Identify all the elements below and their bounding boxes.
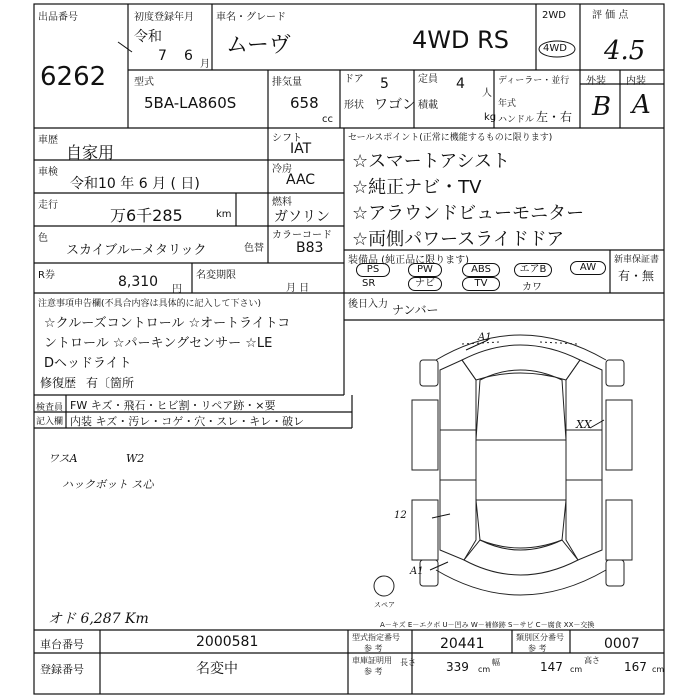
repair-label: 修復歴 bbox=[40, 376, 77, 390]
model-year-label: 年式 bbox=[498, 99, 517, 109]
handle-options: 左・右 bbox=[536, 110, 573, 124]
interior-label: 内装 bbox=[626, 76, 646, 87]
diagram-mark-a2: A1 bbox=[410, 566, 424, 577]
body-label: 形状 bbox=[344, 100, 364, 111]
aircon-value: AAC bbox=[286, 172, 316, 188]
rear-label: 後日入力 bbox=[348, 299, 388, 310]
height-label: 高さ bbox=[584, 656, 600, 665]
handwritten-note-1: ワスA bbox=[48, 452, 78, 465]
color-change-label: 色替 bbox=[244, 243, 264, 254]
length-unit: cm bbox=[478, 665, 491, 674]
history-label: 車歴 bbox=[38, 135, 58, 146]
height-value: 167 bbox=[624, 660, 647, 674]
capacity-label: 定員 bbox=[418, 74, 438, 85]
fuel-label: 燃料 bbox=[272, 197, 292, 208]
inspector-label-top: 検査員 bbox=[36, 403, 64, 413]
option-airbag: エアB bbox=[514, 263, 552, 277]
cert-sub: 参 考 bbox=[364, 667, 383, 676]
option-abs: ABS bbox=[462, 263, 500, 277]
load-label: 積載 bbox=[418, 100, 438, 111]
exterior-label: 外装 bbox=[586, 76, 606, 87]
interior-grade: A bbox=[632, 90, 651, 120]
inspector-row-1: FW キズ・飛石・ヒビ割・リペア跡・×要 bbox=[70, 399, 276, 412]
notes-label: 注意事項申告欄(不具合内容は具体的に記入して下さい) bbox=[38, 299, 262, 309]
notes-line-3: Dヘッドライト bbox=[44, 356, 132, 371]
cc-unit: cc bbox=[322, 114, 333, 125]
kg-unit: kg bbox=[484, 112, 497, 123]
km-unit: km bbox=[216, 209, 232, 220]
mileage-value: 万6千285 bbox=[110, 206, 183, 225]
option-aw: AW bbox=[570, 261, 606, 275]
category-sub: 参 考 bbox=[528, 644, 547, 653]
sales-point-1: ☆スマートアシスト bbox=[352, 151, 510, 172]
car-grade: 4WD RS bbox=[412, 26, 510, 54]
sales-point-4: ☆両側パワースライドドア bbox=[352, 229, 565, 250]
notes-line-2: ントロール ☆パーキングセンサー ☆LE bbox=[44, 336, 273, 351]
handwritten-note-2: W2 bbox=[126, 452, 145, 465]
shift-value: IAT bbox=[290, 141, 312, 157]
drive-4wd: 4WD bbox=[543, 43, 567, 54]
displacement-value: 658 bbox=[290, 94, 319, 112]
body-value: ワゴン bbox=[374, 97, 416, 113]
type-cert-value: 20441 bbox=[440, 636, 485, 652]
type-cert-label: 型式指定番号 bbox=[352, 633, 400, 642]
history-value: 自家用 bbox=[66, 143, 115, 162]
registration-value: 名変中 bbox=[196, 661, 238, 677]
sales-point-3: ☆アラウンドビューモニター bbox=[352, 203, 585, 224]
option-leather: カワ bbox=[522, 282, 542, 293]
cert-label: 車庫証明用 bbox=[352, 656, 392, 665]
score-label: 評 価 点 bbox=[592, 10, 629, 21]
reg-year: 7 bbox=[158, 48, 167, 64]
name-change-label: 名変期限 bbox=[196, 270, 236, 281]
recycle-label: R券 bbox=[38, 270, 55, 281]
diagram-mark-12: 12 bbox=[394, 510, 407, 521]
width-label: 幅 bbox=[492, 658, 500, 667]
notes-line-1: ☆クルーズコントロール ☆オートライトコ bbox=[44, 316, 291, 331]
handwritten-note-3: ハックボット ス心 bbox=[62, 478, 154, 491]
dealer-label: ディーラー・並行 bbox=[498, 76, 570, 86]
color-code-value: B83 bbox=[296, 240, 324, 256]
mileage-label: 走行 bbox=[38, 200, 58, 211]
drive-2wd: 2WD bbox=[542, 10, 566, 21]
chassis-value: 2000581 bbox=[196, 634, 259, 650]
name-change-date: 月 日 bbox=[286, 283, 310, 294]
chassis-label: 車台番号 bbox=[40, 638, 84, 651]
spare-label: スペア bbox=[374, 601, 395, 609]
height-unit: cm bbox=[652, 665, 665, 674]
persons-unit: 人 bbox=[482, 88, 492, 99]
recycle-value: 8,310 bbox=[118, 274, 159, 290]
capacity-value: 4 bbox=[456, 76, 465, 92]
width-value: 147 bbox=[540, 660, 563, 674]
option-pw: PW bbox=[408, 263, 442, 277]
option-sr: SR bbox=[362, 278, 376, 289]
inspection-label: 車検 bbox=[38, 167, 58, 178]
doors-label: ドア bbox=[344, 74, 364, 85]
manual-value: 有・無 bbox=[618, 269, 655, 283]
yen-unit: 円 bbox=[172, 284, 182, 295]
options-label: 装備品 (純正品に限ります) bbox=[348, 255, 469, 266]
car-name-label: 車名・グレード bbox=[216, 12, 286, 23]
color-code-label: カラーコード bbox=[272, 230, 332, 241]
width-unit: cm bbox=[570, 665, 583, 674]
inspector-label-bottom: 記入欄 bbox=[36, 417, 64, 427]
diagram-mark-a1: A1 bbox=[478, 332, 492, 343]
lot-label: 出品番号 bbox=[38, 12, 78, 23]
sales-label: セールスポイント(正常に機能するものに限ります) bbox=[348, 133, 553, 143]
repair-value: 有〔箇所 bbox=[86, 376, 135, 390]
color-label: 色 bbox=[38, 233, 48, 244]
registration-label: 登録番号 bbox=[40, 663, 84, 676]
category-value: 0007 bbox=[604, 636, 640, 652]
length-label: 長さ bbox=[400, 658, 416, 667]
option-navi: ナビ bbox=[408, 277, 442, 291]
first-reg-label: 初度登録年月 bbox=[134, 12, 194, 23]
aircon-label: 冷房 bbox=[272, 164, 292, 175]
model-label: 型式 bbox=[134, 77, 154, 88]
lot-number: 6262 bbox=[40, 62, 107, 92]
category-label: 類別区分番号 bbox=[516, 633, 564, 642]
option-ps: PS bbox=[356, 263, 390, 277]
type-cert-sub: 参 考 bbox=[364, 644, 383, 653]
damage-legend: A－キズ E－エクボ U－凹み W－補修跡 S－サビ C－腐食 XX－交換 bbox=[380, 621, 595, 629]
inspection-value: 令和10 年 6 月 ( 日) bbox=[70, 176, 200, 192]
color-value: スカイブルーメタリック bbox=[66, 243, 207, 258]
sales-point-2: ☆純正ナビ・TV bbox=[352, 177, 482, 198]
exterior-grade: B bbox=[592, 92, 612, 122]
reg-month: 6 bbox=[184, 48, 193, 64]
score-value: 4.5 bbox=[604, 36, 646, 66]
fuel-value: ガソリン bbox=[274, 209, 330, 225]
displacement-label: 排気量 bbox=[272, 77, 302, 88]
month-unit: 月 bbox=[200, 59, 210, 70]
doors-value: 5 bbox=[380, 76, 389, 92]
option-tv: TV bbox=[462, 277, 500, 291]
shift-label: シフト bbox=[272, 133, 302, 144]
handwritten-mileage: オド 6,287 Km bbox=[48, 611, 149, 627]
manual-label: 新車保証書 bbox=[614, 255, 660, 265]
car-name: ムーヴ bbox=[226, 33, 291, 58]
reg-era: 令和 bbox=[134, 29, 162, 45]
model-value: 5BA-LA860S bbox=[144, 94, 237, 112]
length-value: 339 bbox=[446, 660, 469, 674]
inspector-row-2: 内装 キズ・汚レ・コゲ・穴・スレ・キレ・破レ bbox=[70, 415, 305, 428]
handle-label: ハンドル bbox=[498, 115, 535, 125]
diagram-mark-xx: XX bbox=[576, 418, 592, 431]
rear-value: ナンバー bbox=[392, 303, 439, 317]
